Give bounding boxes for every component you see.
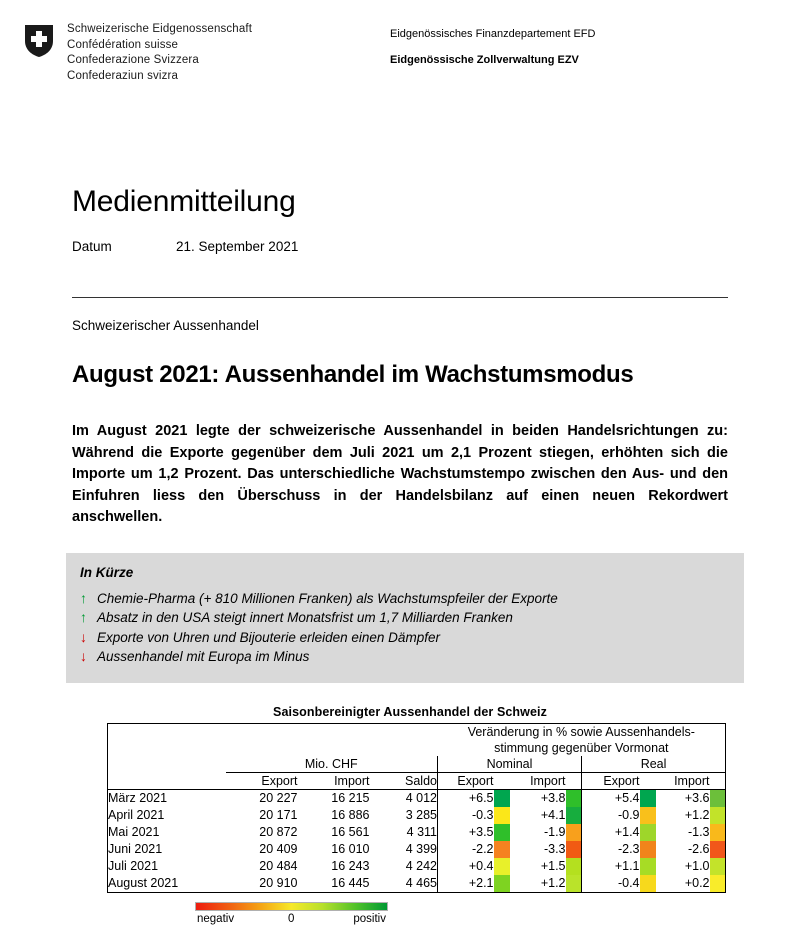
column-header-nominal-import: Import [530,773,566,788]
cell-value: 4 012 [370,789,438,807]
cell-percent: -0.4 [582,875,640,893]
sentiment-swatch [710,789,726,807]
sentiment-swatch [640,807,656,824]
cell-percent: -3.3 [543,841,566,856]
table-row [108,807,726,824]
trade-table-section [107,705,713,929]
cell-percent: +1.4 [582,824,640,841]
cell-value: 20 227 [226,789,298,807]
change-group-header-line1: Veränderung in % sowie Aussenhandels- [467,724,695,739]
column-header-real-import: Import [674,773,710,788]
sentiment-swatch [710,875,726,893]
trade-table [107,723,726,893]
confederation-name-de: Schweizerische Eidgenossenschaft [67,23,253,35]
list-item [80,647,730,667]
table-header [108,723,726,789]
cell-value: 20 171 [259,807,298,822]
column-header-saldo: Saldo [405,773,437,788]
sentiment-swatch [640,789,656,807]
list-item [80,589,730,609]
header-divider [72,297,728,298]
cell-percent: -0.9 [582,807,640,824]
cell-value: 16 445 [298,875,370,893]
list-item [80,628,730,648]
legend-label-zero: 0 [288,912,295,925]
table-row [108,875,726,893]
cell-percent: +1.1 [582,858,640,875]
cell-month: August 2021 [108,875,226,893]
table-caption: Saisonbereinigter Aussenhandel der Schweiz [273,704,547,719]
headline: August 2021: Aussenhandel im Wachstumsmodus [72,361,634,388]
cell-value: 16 010 [331,841,370,856]
sentiment-swatch [494,841,510,858]
color-legend [195,902,388,929]
cell-percent: +0.4 [438,858,494,875]
summary-box [66,553,744,683]
cell-percent: +4.1 [540,807,566,822]
sentiment-swatch [494,789,510,807]
sentiment-swatch [566,824,582,841]
table-header-row-change [108,723,726,756]
list-item-label: Aussenhandel mit Europa im Minus [97,649,310,664]
cell-percent: -1.3 [687,824,710,839]
subject-line: Schweizerischer Aussenhandel [72,318,259,333]
list-item [80,608,730,628]
cell-value: 4 242 [405,858,437,873]
sentiment-swatch [494,875,510,893]
legend-label-positive: positiv [353,912,386,925]
absolute-group-header: Mio. CHF [226,756,438,773]
sentiment-swatch [710,841,726,858]
cell-month: Juni 2021 [108,841,163,856]
list-item-label: Chemie-Pharma (+ 810 Millionen Franken) als Wachstumspfeiler der Exporte [97,590,558,606]
arrow-down-icon: ↓ [80,648,87,664]
cell-value: 20 409 [259,841,298,856]
cell-percent: +5.4 [582,789,640,807]
cell-percent: -1.9 [543,824,566,839]
date-value: 21. September 2021 [176,239,299,254]
list-item-label: Absatz in den USA steigt innert Monatsfrist um 1,7 Milliarden Franken [97,610,513,625]
sentiment-swatch [566,789,582,807]
cell-percent: -0.3 [438,807,494,824]
sentiment-swatch [494,858,510,875]
cell-value: 20 872 [259,824,298,839]
arrow-down-icon: ↓ [80,628,87,645]
swiss-confederation-logo [0,22,390,84]
sentiment-swatch [566,875,582,893]
table-header-row-columns [108,772,726,789]
column-header-nominal-export: Export [438,772,494,789]
cell-percent: +3.8 [510,789,566,807]
table-body [108,789,726,892]
swiss-coat-of-arms-icon [24,24,54,58]
sentiment-swatch [494,807,510,824]
change-group-header-line2: stimmung gegenüber Vormonat [494,740,669,755]
cell-month: Mai 2021 [108,824,160,839]
confederation-name-it: Confederazione Svizzera [67,54,199,66]
cell-value: 16 561 [331,824,370,839]
department-name: Eidgenössisches Finanzdepartement EFD [390,28,596,40]
confederation-name-fr: Confédération suisse [67,38,179,51]
nominal-group-header: Nominal [438,756,582,773]
page-title: Medienmitteilung [72,185,296,218]
cell-percent: +1.0 [684,858,710,873]
column-header-import-chf: Import [334,773,370,788]
cell-month: März 2021 [108,789,226,807]
cell-value: 16 886 [331,807,370,822]
cell-month: April 2021 [108,807,165,822]
sentiment-swatch [710,858,726,875]
arrow-up-icon: ↑ [80,609,87,625]
cell-percent: +1.2 [684,807,710,822]
lead-paragraph: Im August 2021 legte der schweizerische Aussenhandel in beiden Handelsrichtungen zu: Während die Exporte gegenüber dem Juli 2021 um 2,1 Prozent stiegen, erhöhten sich die Importe um 1,2 Prozent. Das unterschiedliche Wachstumstempo zwischen den Aus- und den Einfuhren liess den Überschuss in der Handelsbilanz auf einen neuen Rekordwert anschwellen. [72,423,728,525]
department-block [390,22,595,68]
table-row [108,858,726,875]
table-row [108,824,726,841]
list-item-label: Exporte von Uhren und Bijouterie erleiden einen Dämpfer [97,629,440,645]
sentiment-swatch [710,807,726,824]
cell-value: 16 215 [298,789,370,807]
table-row [108,789,726,807]
legend-label-negative: negativ [197,912,235,925]
sentiment-swatch [640,824,656,841]
sentiment-swatch [494,824,510,841]
office-name: Eidgenössische Zollverwaltung EZV [390,54,579,66]
sentiment-swatch [710,824,726,841]
legend-labels [195,913,388,929]
table-row [108,841,726,858]
column-header-real-export: Export [582,772,640,789]
change-group-header [438,723,726,756]
arrow-up-icon: ↑ [80,589,87,606]
cell-percent: +1.5 [540,858,566,873]
cell-percent: -2.2 [438,841,494,858]
sentiment-swatch [640,841,656,858]
real-group-header: Real [582,756,726,773]
cell-percent: +1.2 [510,875,566,893]
sentiment-swatch [566,807,582,824]
sentiment-swatch [640,875,656,893]
confederation-names [67,22,252,84]
cell-value: 16 243 [331,858,370,873]
date-row [72,239,800,254]
sentiment-swatch [640,858,656,875]
cell-percent: -2.6 [687,841,710,856]
page-header [0,0,800,84]
table-header-row-groups [108,756,726,773]
cell-percent: +3.5 [438,824,494,841]
cell-value: 3 285 [405,807,437,822]
column-header-blank [108,772,226,789]
sentiment-swatch [566,858,582,875]
cell-percent: +0.2 [656,875,710,893]
legend-gradient-bar [195,902,388,911]
cell-value: 20 484 [259,858,298,873]
confederation-name-rm: Confederaziun svizra [67,69,179,82]
sentiment-swatch [566,841,582,858]
cell-value: 4 311 [406,824,437,839]
cell-percent: +3.6 [656,789,710,807]
cell-month: Juli 2021 [108,858,159,873]
date-label: Datum [72,239,112,254]
cell-percent: +6.5 [438,789,494,807]
column-header-export-chf: Export [261,773,298,788]
cell-value: 4 465 [370,875,438,893]
cell-value: 20 910 [226,875,298,893]
cell-percent: -2.3 [582,841,640,858]
summary-box-title: In Kürze [80,564,134,580]
cell-percent: +2.1 [438,875,494,893]
cell-value: 4 399 [405,841,437,856]
